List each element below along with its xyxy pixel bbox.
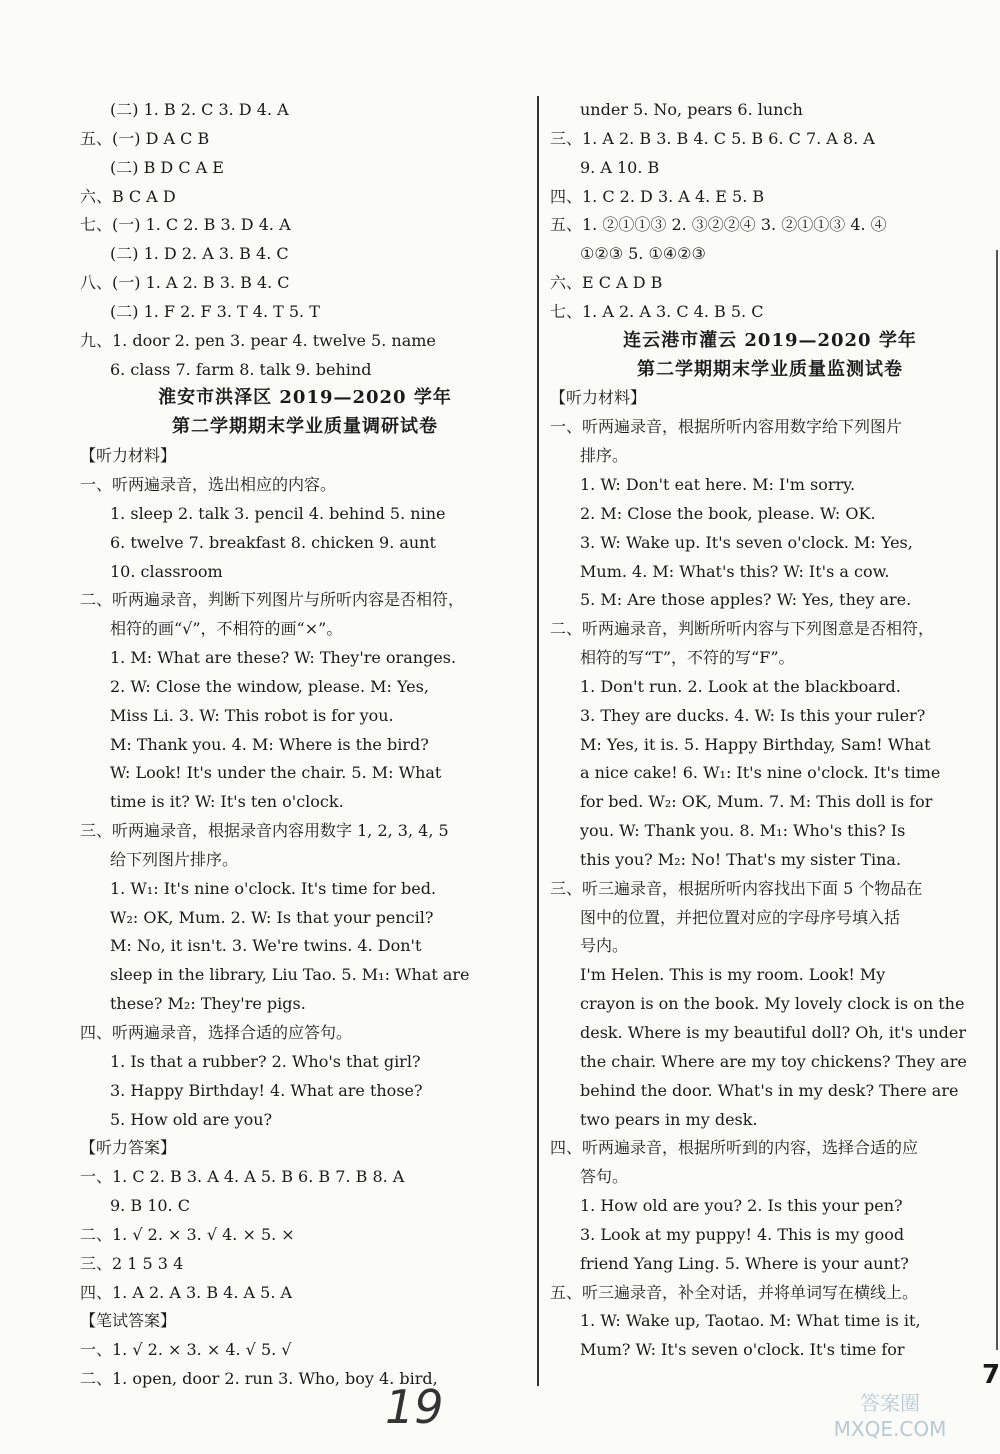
watermark-logo: 答案圈 MXQE.COM	[833, 1391, 947, 1441]
text-line: 二、听两遍录音，判断下列图片与所听内容是否相符，	[80, 590, 465, 610]
text-line: 五、(一) D A C B	[80, 128, 210, 148]
text-line: (二) 1. B 2. C 3. D 4. A	[110, 100, 289, 119]
text-line: 1. W: Wake up, Taotao. M: What time is it,	[580, 1311, 921, 1331]
text-line: 三、听三遍录音，根据所听内容找出下面 5 个物品在	[550, 878, 923, 898]
text-line: time is it? W: It's ten o'clock.	[110, 792, 344, 812]
text-line: 三、听两遍录音，根据录音内容用数字 1, 2, 3, 4, 5	[80, 821, 449, 841]
text-line: 答句。	[580, 1167, 629, 1187]
text-line: 6. twelve 7. breakfast 8. chicken 9. aunt	[110, 532, 436, 552]
text-line: 九、1. door 2. pen 3. pear 4. twelve 5. name	[80, 330, 436, 350]
page-edge-line	[996, 250, 998, 1350]
text-line: you. W: Thank you. 8. M₁: Who's this? Is	[580, 821, 906, 841]
text-line: 9. A 10. B	[580, 157, 660, 177]
text-line: M: Thank you. 4. M: Where is the bird?	[110, 734, 429, 754]
left-column	[80, 96, 530, 1394]
text-line: the chair. Where are my toy chickens? They are	[580, 1051, 967, 1071]
text-line: W₂: OK, Mum. 2. W: Is that your pencil?	[110, 907, 434, 927]
text-line: 二、听两遍录音，判断所听内容与下列图意是否相符，	[550, 619, 935, 639]
text-line: 相符的画“√”，不相符的画“×”。	[110, 619, 343, 639]
section-title: 第二学期期末学业质量调研试卷	[172, 416, 438, 438]
text-line: two pears in my desk.	[580, 1109, 758, 1129]
text-line: 二、1. √ 2. × 3. √ 4. × 5. ×	[80, 1224, 295, 1244]
text-line: a nice cake! 6. W₁: It's nine o'clock. It's time	[580, 763, 941, 783]
text-line: (二) B D C A E	[110, 157, 224, 177]
text-line: 1. W₁: It's nine o'clock. It's time for bed.	[110, 878, 437, 898]
text-line: 三、1. A 2. B 3. B 4. C 5. B 6. C 7. A 8. A	[550, 128, 875, 148]
text-line: 3. They are ducks. 4. W: Is this your ruler?	[580, 705, 926, 725]
text-line: 一、1. C 2. B 3. A 4. A 5. B 6. B 7. B 8. A	[80, 1167, 405, 1187]
text-line: under 5. No, pears 6. lunch	[580, 100, 803, 119]
text-line: sleep in the library, Liu Tao. 5. M₁: What are	[110, 965, 470, 985]
text-line: 3. W: Wake up. It's seven o'clock. M: Yes,	[580, 532, 913, 552]
text-line: I'm Helen. This is my room. Look! My	[580, 965, 886, 985]
text-line: 1. sleep 2. talk 3. pencil 4. behind 5. nine	[110, 503, 446, 523]
text-line: this you? M₂: No! That's my sister Tina.	[580, 849, 902, 869]
section-title: 第二学期期末学业质量监测试卷	[637, 358, 903, 380]
text-line: 10. classroom	[110, 561, 223, 581]
text-line: 6. class 7. farm 8. talk 9. behind	[110, 359, 372, 379]
text-line: 1. W: Don't eat here. M: I'm sorry.	[580, 474, 856, 494]
text-line: 【听力材料】	[550, 388, 647, 408]
text-line: 八、(一) 1. A 2. B 3. B 4. C	[80, 273, 290, 293]
text-line: 六、B C A D	[80, 186, 176, 206]
text-line: 四、听两遍录音，选择合适的应答句。	[80, 1023, 353, 1042]
text-line: 五、听三遍录音，补全对话，并将单词写在横线上。	[550, 1282, 919, 1302]
text-line: (二) 1. D 2. A 3. B 4. C	[110, 244, 289, 264]
text-line: M: No, it isn't. 3. We're twins. 4. Don't	[110, 936, 422, 956]
text-line: 排序。	[580, 446, 629, 466]
text-line: 【听力材料】	[80, 446, 177, 466]
text-line: W: Look! It's under the chair. 5. M: What	[110, 763, 442, 783]
text-line: for bed. W₂: OK, Mum. 7. M: This doll is for	[580, 792, 933, 812]
text-line: 5. M: Are those apples? W: Yes, they are.	[580, 590, 912, 610]
text-line: (二) 1. F 2. F 3. T 4. T 5. T	[110, 301, 320, 321]
text-line: Miss Li. 3. W: This robot is for you.	[110, 705, 394, 725]
text-line: 七、(一) 1. C 2. B 3. D 4. A	[80, 215, 291, 235]
text-line: 一、听两遍录音，根据所听内容用数字给下列图片	[550, 417, 903, 437]
text-line: 1. Don't run. 2. Look at the blackboard.	[580, 676, 901, 696]
text-line: 五、1. ②①①③ 2. ③②②④ 3. ②①①③ 4. ④	[550, 215, 887, 235]
text-line: 1. M: What are these? W: They're oranges.	[110, 648, 457, 668]
text-line: Mum? W: It's seven o'clock. It's time for	[580, 1340, 905, 1360]
text-line: 二、1. open, door 2. run 3. Who, boy 4. bird,	[80, 1369, 438, 1389]
text-line: 1. How old are you? 2. Is this your pen?	[580, 1196, 903, 1216]
text-line: 一、1. √ 2. × 3. × 4. √ 5. √	[80, 1340, 292, 1360]
right-column	[550, 96, 990, 1365]
text-line: 四、1. C 2. D 3. A 4. E 5. B	[550, 186, 765, 206]
section-title: 淮安市洪泽区 2019—2020 学年	[158, 387, 452, 409]
text-line: 【听力答案】	[80, 1138, 177, 1158]
text-line: 9. B 10. C	[110, 1196, 190, 1216]
text-line: 六、E C A D B	[550, 273, 663, 293]
text-line: 3. Happy Birthday! 4. What are those?	[110, 1080, 423, 1100]
text-line: 四、听两遍录音，根据所听到的内容，选择合适的应	[550, 1138, 919, 1158]
column-divider	[537, 96, 539, 1386]
text-line: 号内。	[580, 936, 629, 956]
page-number: 7	[982, 1360, 1000, 1390]
text-line: desk. Where is my beautiful doll? Oh, it's under	[580, 1023, 967, 1042]
handwritten-page-note: 19	[385, 1380, 444, 1434]
text-line: 三、2 1 5 3 4	[80, 1253, 184, 1273]
text-line: 2. W: Close the window, please. M: Yes,	[110, 676, 429, 696]
text-line: 四、1. A 2. A 3. B 4. A 5. A	[80, 1282, 293, 1302]
section-title: 连云港市灌云 2019—2020 学年	[623, 329, 917, 351]
text-line: ①②③ 5. ①④②③	[580, 244, 706, 264]
text-line: 1. Is that a rubber? 2. Who's that girl?	[110, 1051, 421, 1071]
text-line: friend Yang Ling. 5. Where is your aunt?	[580, 1253, 909, 1273]
text-line: crayon is on the book. My lovely clock is on the	[580, 994, 965, 1014]
text-line: 相符的写“T”，不符的写“F”。	[580, 648, 795, 668]
text-line: 一、听两遍录音，选出相应的内容。	[80, 474, 337, 494]
text-line: 给下列图片排序。	[110, 849, 239, 869]
text-line: 【笔试答案】	[80, 1311, 177, 1331]
text-line: M: Yes, it is. 5. Happy Birthday, Sam! What	[580, 734, 931, 754]
text-line: 图中的位置，并把位置对应的字母序号填入括	[580, 907, 901, 927]
text-line: 2. M: Close the book, please. W: OK.	[580, 503, 876, 523]
text-line: 3. Look at my puppy! 4. This is my good	[580, 1224, 905, 1244]
text-line: 七、1. A 2. A 3. C 4. B 5. C	[550, 301, 764, 321]
text-line: these? M₂: They're pigs.	[110, 994, 306, 1014]
text-line: behind the door. What's in my desk? There are	[580, 1080, 959, 1100]
text-line: 5. How old are you?	[110, 1109, 273, 1129]
text-line: Mum. 4. M: What's this? W: It's a cow.	[580, 561, 890, 581]
